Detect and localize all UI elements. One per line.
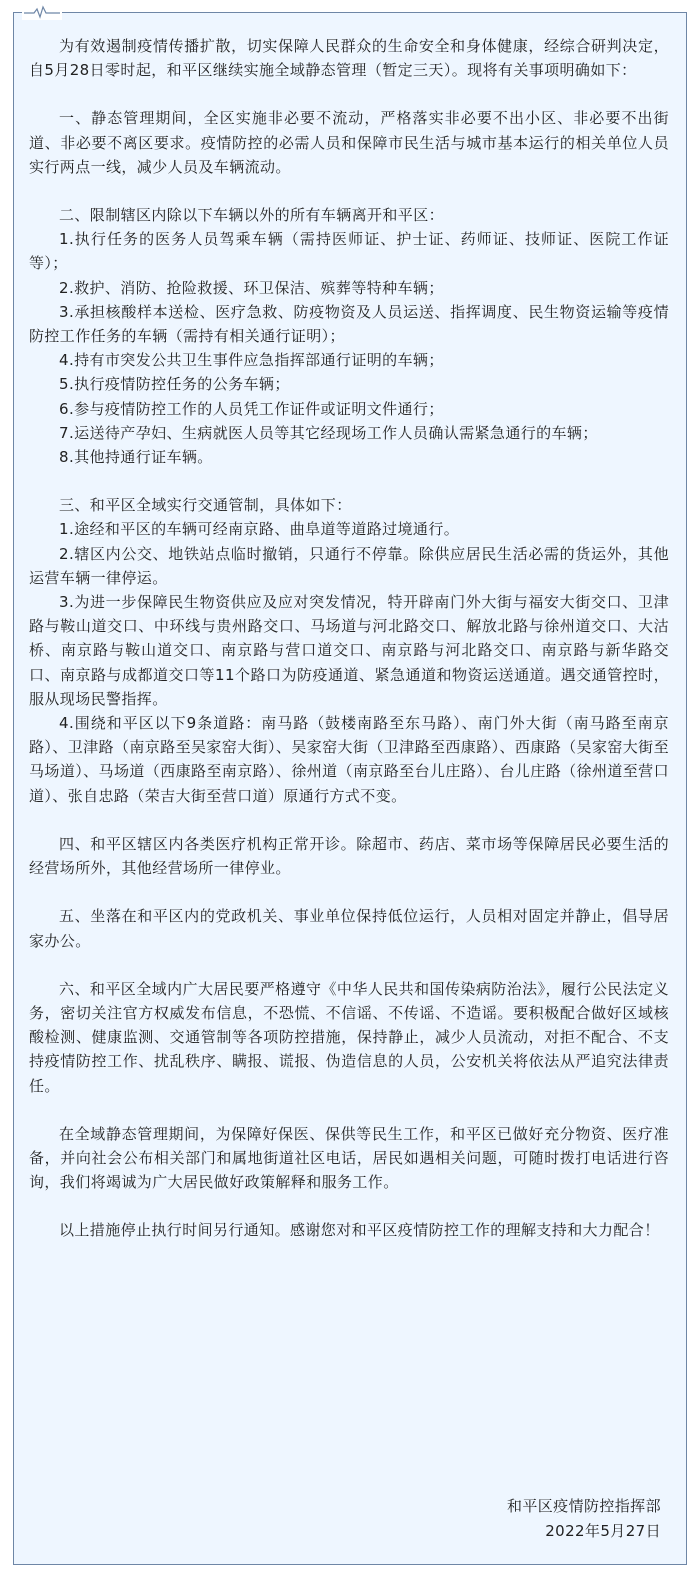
section-2-heading: 二、限制辖区内除以下车辆以外的所有车辆离开和平区：	[59, 206, 445, 225]
notice-body	[29, 34, 669, 1243]
signature-org: 和平区疫情防控指挥部	[506, 1497, 661, 1515]
signature-date: 2022年5月27日	[545, 1522, 661, 1540]
section-3-item: 2.辖区内公交、地铁站点临时撤销，只通行不停靠。除供应居民生活必需的货运外，其他运营车辆一律停运。	[29, 544, 669, 587]
section-3-item: 4.围绕和平区以下9条道路：南马路（鼓楼南路至东马路）、南门外大街（南马路至南京路）、卫津路（南京路至吴家窑大街）、吴家窑大街（卫津路至西康路）、西康路（吴家窑大街至马场道）、马场道（西康路至南京路）、徐州道（南京路至台儿庄路）、台儿庄路（徐州道至营口道）、张自忠路（荣吉大街至营口道）原通行方式不变。	[29, 714, 669, 805]
section-2-item: 5.执行疫情防控任务的公务车辆；	[59, 375, 290, 394]
pulse-line-icon	[22, 4, 62, 20]
section-5: 五、坐落在和平区内的党政机关、事业单位保持低位运行，人员相对固定并静止，倡导居家办公。	[29, 907, 669, 950]
signature-block	[507, 1494, 661, 1544]
section-4: 四、和平区辖区内各类医疗机构正常开诊。除超市、药店、菜市场等保障居民必要生活的经营场所外，其他经营场所一律停业。	[29, 834, 669, 878]
section-6: 六、和平区全域内广大居民要严格遵守《中华人民共和国传染病防治法》，履行公民法定义务，密切关注官方权威发布信息，不恐慌、不信谣、不传谣、不造谣。要积极配合做好区域核酸检测、健康监测、交通管制等各项防控措施，保持静止，减少人员流动，对拒不配合、不支持疫情防控工作、扰乱秩序、瞒报、谎报、伪造信息的人员，公安机关将依法从严追究法律责任。	[29, 979, 669, 1095]
closing-note: 以上措施停止执行时间另行通知。感谢您对和平区疫情防控工作的理解支持和大力配合！	[59, 1221, 660, 1240]
closing-paragraph: 在全域静态管理期间，为保障好保医、保供等民生工作，和平区已做好充分物资、医疗准备，并向社会公布相关部门和属地街道社区电话，居民如遇相关问题，可随时拨打电话进行咨询，我们将竭诚为广大居民做好政策解释和服务工作。	[29, 1124, 669, 1192]
section-2-item: 3.承担核酸样本送检、医疗急救、防疫物资及人员运送、指挥调度、民生物资运输等疫情防控工作任务的车辆（需持有相关通行证明）；	[29, 302, 669, 346]
section-2-item: 4.持有市突发公共卫生事件应急指挥部通行证明的车辆；	[59, 351, 444, 370]
section-2-item: 2.救护、消防、抢险救援、环卫保洁、殡葬等特种车辆；	[59, 278, 444, 297]
section-1: 一、静态管理期间，全区实施非必要不流动，严格落实非必要不出小区、非必要不出街道、非必要不离区要求。疫情防控的必需人员和保障市民生活与城市基本运行的相关单位人员实行两点一线，减少人员及车辆流动。	[29, 109, 669, 176]
section-2-item: 8.其他持通行证车辆。	[59, 448, 213, 467]
section-3-item: 3.为进一步保障民生物资供应及应对突发情况，特开辟南门外大街与福安大街交口、卫津路与鞍山道交口、中环线与贵州路交口、马场道与河北路交口、解放北路与徐州道交口、大沽桥、南京路与鞍山道交口、南京路与营口道交口、南京路与河北路交口、南京路与新华路交口、南京路与成都道交口等11个路口为防疫通道、紧急通道和物资运送通道。遇交通管控时，服从现场民警指挥。	[29, 593, 669, 708]
section-3-heading: 三、和平区全域实行交通管制，具体如下：	[59, 496, 352, 515]
section-2-item: 6.参与疫情防控工作的人员凭工作证件或证明文件通行；	[59, 399, 444, 418]
section-3-item: 1.途经和平区的车辆可经南京路、曲阜道等道路过境通行。	[59, 520, 460, 539]
section-2-item: 7.运送待产孕妇、生病就医人员等其它经现场工作人员确认需紧急通行的车辆；	[59, 423, 598, 442]
section-2-item: 1.执行任务的医务人员驾乘车辆（需持医师证、护士证、药师证、技师证、医院工作证等）；	[29, 230, 669, 273]
intro-paragraph: 为有效遏制疫情传播扩散，切实保障人民群众的生命安全和身体健康，经综合研判决定，自5月28日零时起，和平区继续实施全域静态管理（暂定三天）。现将有关事项明确如下：	[29, 37, 669, 80]
